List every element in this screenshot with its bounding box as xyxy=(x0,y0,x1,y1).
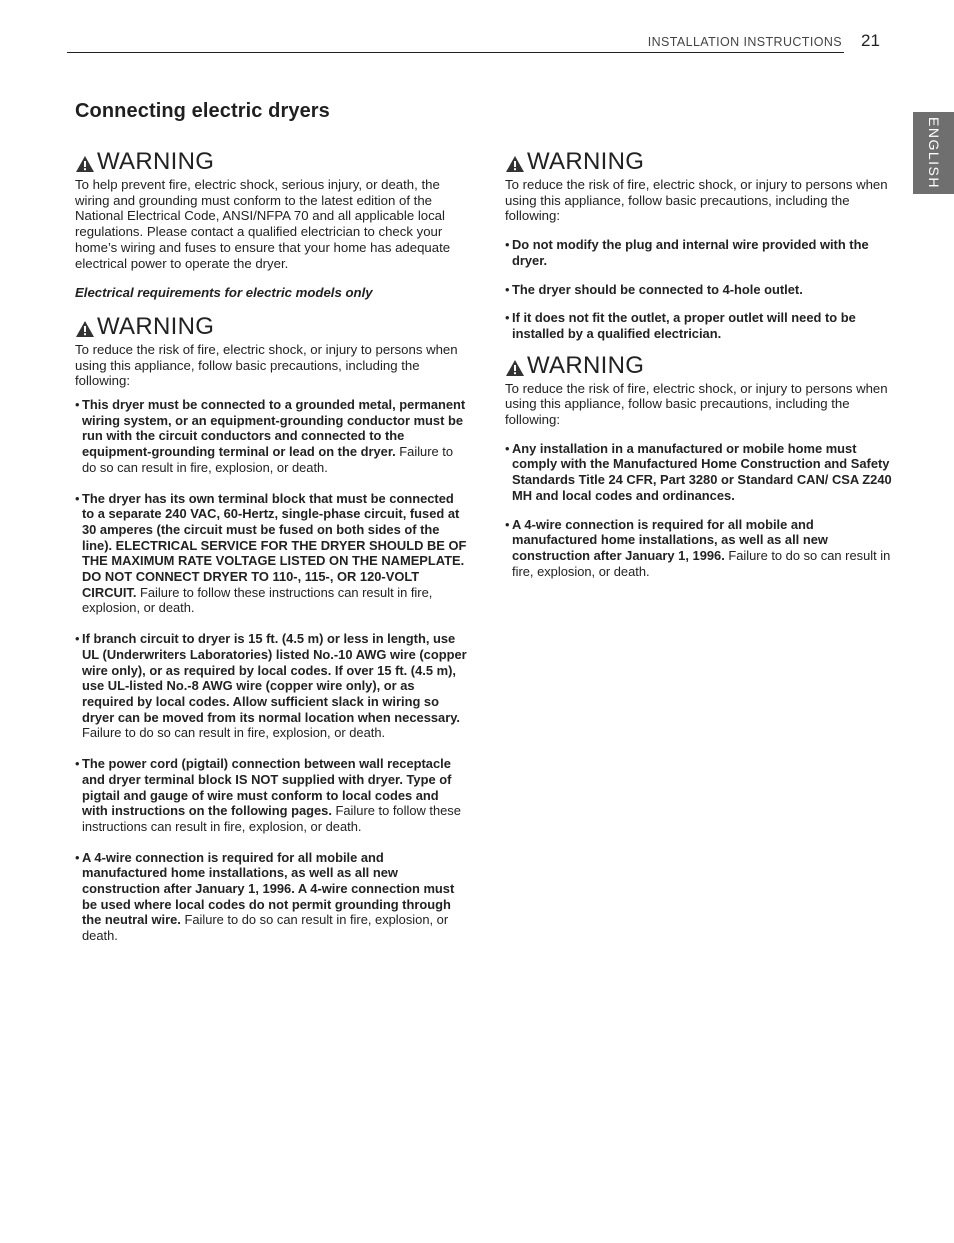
warning-intro: To reduce the risk of fire, electric shock, or injury to persons when using this appliance, follow basic precautions, including the following: xyxy=(505,177,888,224)
list-item: • The power cord (pigtail) connection between wall receptacle and dryer terminal block IS NOT supplied with dryer. Type of pigtail and gauge of wire must conform to local codes and with instructions on the following pages. Failure to follow these instructions can result in fire, explosion, or death. xyxy=(75,756,461,834)
list-item: • Any installation in a manufactured or mobile home must comply with the Manufactured Home Construction and Safety Standards Title 24 CFR, Part 3280 or Standard CAN/ CSA Z240 MH and local codes and ordinances. xyxy=(505,440,892,503)
warning-heading xyxy=(505,148,893,175)
language-tab-label: ENGLISH xyxy=(925,117,942,189)
warning-label: WARNING xyxy=(527,351,645,379)
header-divider xyxy=(67,52,844,53)
warning-heading xyxy=(75,148,467,175)
warning-label: WARNING xyxy=(527,148,645,175)
warning-triangle-icon xyxy=(75,155,95,173)
warning-triangle-icon xyxy=(75,320,95,338)
list-item: • The dryer has its own terminal block that must be connected to a separate 240 VAC, 60-Hertz, single-phase circuit, fused at 30 amperes (the circuit must be fused on both sides of the line). ELECTRICAL SERVICE FOR THE DRYER SHOULD BE OF THE MAXIMUM RATE VOLTAGE LISTED ON THE NAMEPLATE. DO NOT CONNECT DRYER TO 110-, 115-, OR 120-VOLT CIRCUIT. Failure to follow these instructions can result in fire, explosion, or death. xyxy=(75,490,467,616)
warning-heading xyxy=(505,352,893,379)
warning-intro: To reduce the risk of fire, electric shock, or injury to persons when using this appliance, follow basic precautions, including the following: xyxy=(75,341,458,389)
list-item: • A 4-wire connection is required for all mobile and manufactured home installations, as well as all new construction after January 1, 1996. A 4-wire connection must be used where local codes do not permit grounding through the neutral wire. Failure to do so can result in fire, explosion, or death. xyxy=(75,849,455,944)
list-item: • If branch circuit to dryer is 15 ft. (4.5 m) or less in length, use UL (Underwriters Laboratories) listed No.-10 AWG wire (copper wire only), or as required by local codes. If over 15 ft. (4.5 m), use UL-listed No.-8 AWG wire (copper wire only), or as required by local codes. Allow sufficient slack in wiring so dryer can be moved from its normal location when necessary. Failure to do so can result in fire, explosion, or death. xyxy=(75,631,467,741)
list-item: • If it does not fit the outlet, a proper outlet will need to be installed by a qualified electrician. xyxy=(505,310,856,341)
list-item: • A 4-wire connection is required for all mobile and manufactured home installations, as well as all new construction after January 1, 1996. Failure to do so can result in fire, explosion, or death. xyxy=(505,516,891,579)
warning-label: WARNING xyxy=(97,148,215,175)
list-item: • The dryer should be connected to 4-hole outlet. xyxy=(505,281,803,297)
section-header-label: INSTALLATION INSTRUCTIONS xyxy=(647,35,842,49)
bullet-list xyxy=(505,237,893,342)
warning-triangle-icon xyxy=(505,155,525,173)
page-number: 21 xyxy=(861,31,880,50)
section-title: Connecting electric dryers xyxy=(75,100,330,122)
right-column xyxy=(505,148,893,579)
list-item: • Do not modify the plug and internal wire provided with the dryer. xyxy=(505,237,869,268)
warning-label: WARNING xyxy=(97,312,215,340)
bullet-list xyxy=(75,397,467,944)
language-tab xyxy=(913,112,954,194)
warning-intro: To reduce the risk of fire, electric shock, or injury to persons when using this appliance, follow basic precautions, including the following: xyxy=(505,380,888,428)
warning-triangle-icon xyxy=(505,359,525,377)
warning-heading xyxy=(75,313,467,340)
warning-text: To help prevent fire, electric shock, serious injury, or death, the wiring and grounding must conform to the latest edition of the National Electrical Code, ANSI/NFPA 70 and all applicable local regulations. Please contact a qualified electrician to check your home’s wiring and fuses to ensure that your home has adequate electrical power to operate the dryer. xyxy=(75,177,451,271)
left-column xyxy=(75,148,467,944)
list-item: • This dryer must be connected to a grounded metal, permanent wiring system, or an equipment-grounding conductor must be run with the circuit conductors and connected to the equipment-grounding terminal or lead on the dryer. Failure to do so can result in fire, explosion, or death. xyxy=(75,397,466,475)
bullet-list xyxy=(505,441,893,580)
subheading: Electrical requirements for electric models only xyxy=(75,285,373,301)
